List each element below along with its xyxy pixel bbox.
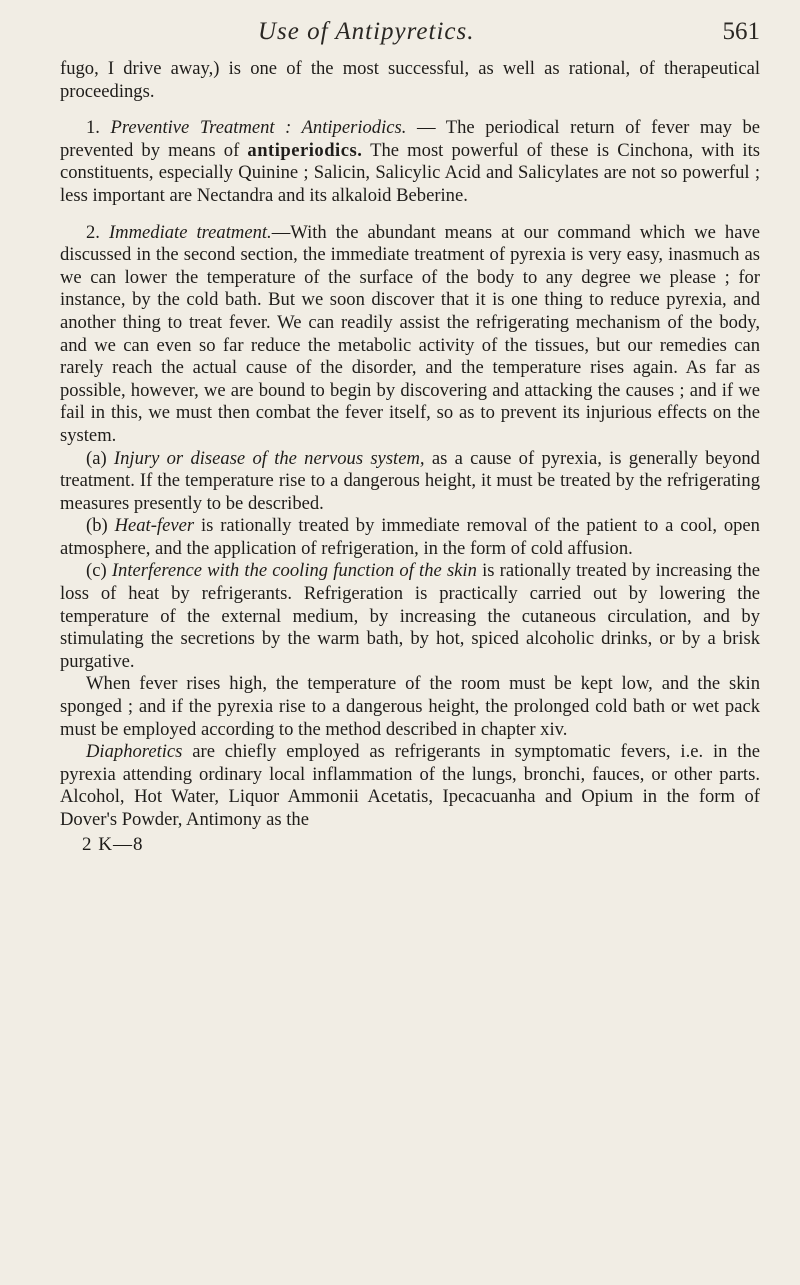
body-text [60,58,760,832]
item-letter: (c) [86,560,112,582]
heading-preventive-treatment: Preventive Treatment : Antiperiodics. [110,117,407,139]
paragraph-text: — The periodical return of fever may be prevented by means of [60,117,761,161]
paragraph-diaphoretics [60,741,760,831]
paragraph-continuation [60,58,760,103]
paragraph-nervous-system [60,448,760,516]
item-number: 1. [86,117,111,139]
term-antiperiodics: antiperiodics. [247,139,363,161]
heading-skin-cooling: Interference with the cooling function of the skin [111,560,477,582]
heading-nervous-system: Injury or disease of the nervous system, [113,447,425,469]
heading-immediate-treatment: Immediate treatment. [108,221,272,243]
heading-diaphoretics: Diaphoretics [86,741,183,763]
paragraph-text: When fever rises high, the temperature of the room must be kept low, and the skin sponged ; and if the pyrexia rise to a dangerous height, the prolonged cold bath or wet pack must be employed according to the method described in chapter xiv. [60,673,760,740]
continuation-text: fugo, I drive away,) is one of the most successful, as well as rational, of therapeutical proceedings. [60,58,760,102]
paragraph-heat-fever [60,515,760,560]
paragraph-preventive-treatment [60,117,760,207]
signature-mark: 2 K—8 [82,833,144,855]
paragraph-text: as a cause of pyrexia, is generally beyond treatment. If the temperature rise to a dangerous height, it must be treated by the refrigerating measures presently to be described. [60,447,760,514]
item-number: 2. [86,221,109,243]
paragraph-text: are chiefly employed as refrigerants in symptomatic fevers, i.e. in the pyrexia attending ordinary local inflammation of the lungs, bronchi, fauces, or other parts. Alcohol, Hot Water, Liquor Ammonii Acetatis, Ipecacuanha and Opium in the form of Dover's Powder, Antimony as the [60,741,760,830]
paragraph-high-fever [60,673,760,741]
paragraph-skin-cooling [60,560,760,673]
item-letter: (b) [86,515,115,537]
page-header [60,18,760,58]
page-number: 561 [722,18,760,45]
paragraph-text: —With the abundant means at our command which we have discussed in the second section, the immediate treatment of pyrexia is very easy, inasmuch as we can lower the temperature of the surface of the body to any degree we please ; for instance, by the cold bath. But we soon discover that it is one thing to reduce pyrexia, and another thing to treat fever. We can readily assist the refrigerating mechanism of the body, and we can even so far reduce the metabolic activity of the tissues, but our remedies can rarely reach the actual cause of the disorder, and the temperature rises again. As far as possible, however, we are bound to begin by discovering and attacking the causes ; and if we fail in this, we must then combat the fever itself, so as to prevent its injurious effects on the system. [60,221,760,446]
paragraph-immediate-treatment [60,222,760,448]
heading-heat-fever: Heat-fever [114,515,195,537]
paragraph-text: The most powerful of these is Cinchona, with its constituents, especially Quinine ; Salicin, Salicylic Acid and Salicylates are not so powerful ; less important are Nectandra and its alkaloid Beberine. [60,139,760,206]
item-letter: (a) [86,447,114,469]
paragraph-text: is rationally treated by immediate removal of the patient to a cool, open atmosphere, and the application of refrigeration, in the form of cold affusion. [60,515,760,559]
running-head: Use of Antipyretics. [258,18,475,45]
paragraph-text: is rationally treated by increasing the loss of heat by refrigerants. Refrigeration is practically carried out by lowering the temperature of the external medium, by increasing the cutaneous circulation, and by stimulating the secretions by the warm bath, by hot, spiced alcoholic drinks, or by a brisk purgative. [60,560,760,672]
